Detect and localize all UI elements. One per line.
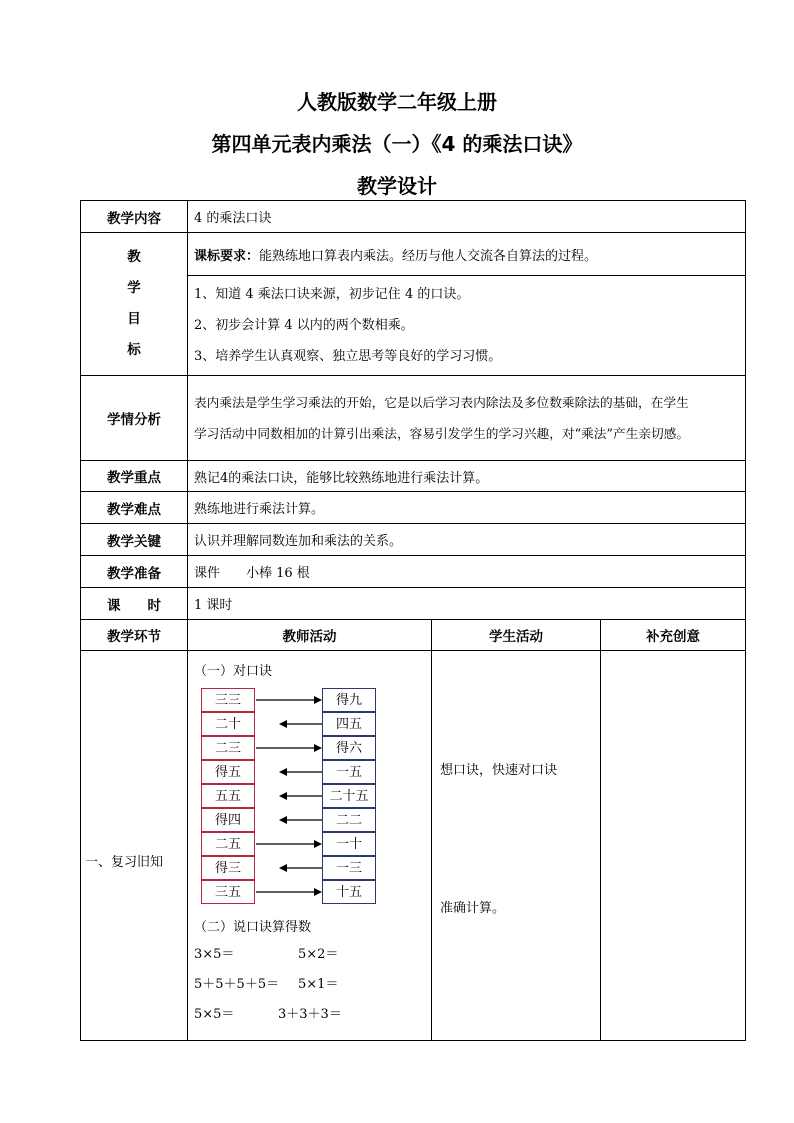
stage-cell: 一、复习旧知 (81, 651, 188, 1041)
value-key: 熟记4的乘法口诀，能够比较熟练地进行乘法计算。 (188, 461, 746, 492)
pair-left-box: 二十 (201, 712, 255, 736)
arrow-left-icon (256, 784, 322, 808)
doc-title-line1: 人教版数学二年级上册 (297, 90, 497, 114)
arrow-right-icon (256, 832, 322, 856)
goal-item: 3、培养学生认真观察、独立思考等良好的学习习惯。 (194, 349, 502, 364)
arrow-left-icon (256, 712, 322, 736)
student-activity-2: 准确计算。 (440, 901, 506, 916)
row-goals-standard (81, 233, 746, 276)
standard-text: 能熟练地口算表内乘法。经历与他人交流各自算法的过程。 (259, 248, 598, 264)
pair-right-box: 二十五 (322, 784, 376, 808)
label-goals-char: 学 (127, 280, 141, 296)
pair-left-box: 三五 (201, 880, 255, 904)
arrow-left-icon (256, 808, 322, 832)
row-analysis (81, 376, 746, 461)
part1-title: （一）对口诀 (194, 663, 273, 679)
row-crux (81, 524, 746, 556)
teacher-cell (188, 651, 432, 1041)
calc-row (194, 940, 425, 970)
pair-right-box: 四五 (322, 712, 376, 736)
analysis-line: 学习活动中同数相加的计算引出乘法，容易引发学生的学习兴趣，对“乘法”产生亲切感。 (194, 426, 690, 441)
header-stage: 教学环节 (81, 620, 188, 651)
pair-right-box: 得九 (322, 688, 376, 712)
label-crux: 教学关键 (81, 524, 188, 556)
value-prep: 课件 小棒 16 根 (188, 556, 746, 588)
calc-expression: 5×5＝ (194, 1006, 235, 1022)
student-cell (432, 651, 601, 1041)
arrow-right-icon (256, 736, 322, 760)
doc-title-line3: 教学设计 (357, 174, 437, 198)
label-content: 教学内容 (81, 201, 188, 233)
label-difficulty: 教学难点 (81, 492, 188, 524)
value-difficulty: 熟练地进行乘法计算。 (188, 492, 746, 524)
label-goals-char: 目 (127, 311, 141, 327)
label-goals-char: 标 (127, 342, 141, 358)
calc-row (194, 1000, 425, 1030)
extra-cell (601, 651, 746, 1041)
pair-left-box: 二五 (201, 832, 255, 856)
pair-left-box: 五五 (201, 784, 255, 808)
calc-expression: 5×2＝ (298, 946, 339, 962)
analysis-line: 表内乘法是学生学习乘法的开始，它是以后学习表内除法及多位数乘除法的基础，在学生 (194, 395, 689, 410)
row-process-review (81, 651, 746, 1041)
pair-right-box: 十五 (322, 880, 376, 904)
goal-item: 1、知道 4 乘法口诀来源，初步记住 4 的口诀。 (194, 287, 470, 302)
value-standard (188, 233, 746, 276)
doc-title-line2: 第四单元表内乘法（一）《4 的乘法口诀》 (211, 132, 583, 156)
label-prep: 教学准备 (81, 556, 188, 588)
row-key (81, 461, 746, 492)
header-extra: 补充创意 (601, 620, 746, 651)
pair-right-box: 一五 (322, 760, 376, 784)
row-content (81, 201, 746, 233)
pair-left-box: 得四 (201, 808, 255, 832)
pair-left-box: 二三 (201, 736, 255, 760)
row-process-header (81, 620, 746, 651)
student-activity-1: 想口诀，快速对口诀 (440, 763, 558, 778)
row-prep (81, 556, 746, 588)
value-content: 4 的乘法口诀 (188, 201, 746, 233)
row-difficulty (81, 492, 746, 524)
value-analysis (188, 376, 746, 461)
standard-label: 课标要求： (194, 248, 260, 264)
calc-expression: 3×5＝ (194, 946, 235, 962)
label-goals (81, 233, 188, 376)
label-hours: 课 时 (81, 588, 188, 620)
value-hours: 1 课时 (188, 588, 746, 620)
pair-right-box: 得六 (322, 736, 376, 760)
arrow-left-icon (256, 760, 322, 784)
pair-left-box: 得五 (201, 760, 255, 784)
header-teacher: 教师活动 (188, 620, 432, 651)
value-goals (188, 276, 746, 376)
label-analysis: 学情分析 (81, 376, 188, 461)
pair-right-box: 一三 (322, 856, 376, 880)
pair-right-box: 一十 (322, 832, 376, 856)
header-student: 学生活动 (432, 620, 601, 651)
goal-item: 2、初步会计算 4 以内的两个数相乘。 (194, 318, 414, 333)
calc-list (194, 940, 425, 1030)
calc-expression: 5×1＝ (298, 976, 339, 992)
label-key: 教学重点 (81, 461, 188, 492)
pair-matching (194, 688, 425, 912)
calc-expression: 3＋3＋3＝ (278, 1006, 342, 1022)
calc-row (194, 970, 425, 1000)
value-crux: 认识并理解同数连加和乘法的关系。 (188, 524, 746, 556)
pair-left-box: 三三 (201, 688, 255, 712)
calc-expression: 5＋5＋5＋5＝ (194, 976, 280, 992)
arrow-right-icon (256, 880, 322, 904)
part2-title: （二）说口诀算得数 (194, 919, 312, 935)
pair-left-box: 得三 (201, 856, 255, 880)
arrow-left-icon (256, 856, 322, 880)
lesson-plan-table (80, 200, 746, 1041)
pair-right-box: 二二 (322, 808, 376, 832)
arrow-right-icon (256, 688, 322, 712)
label-goals-char: 教 (127, 249, 141, 265)
row-hours (81, 588, 746, 620)
